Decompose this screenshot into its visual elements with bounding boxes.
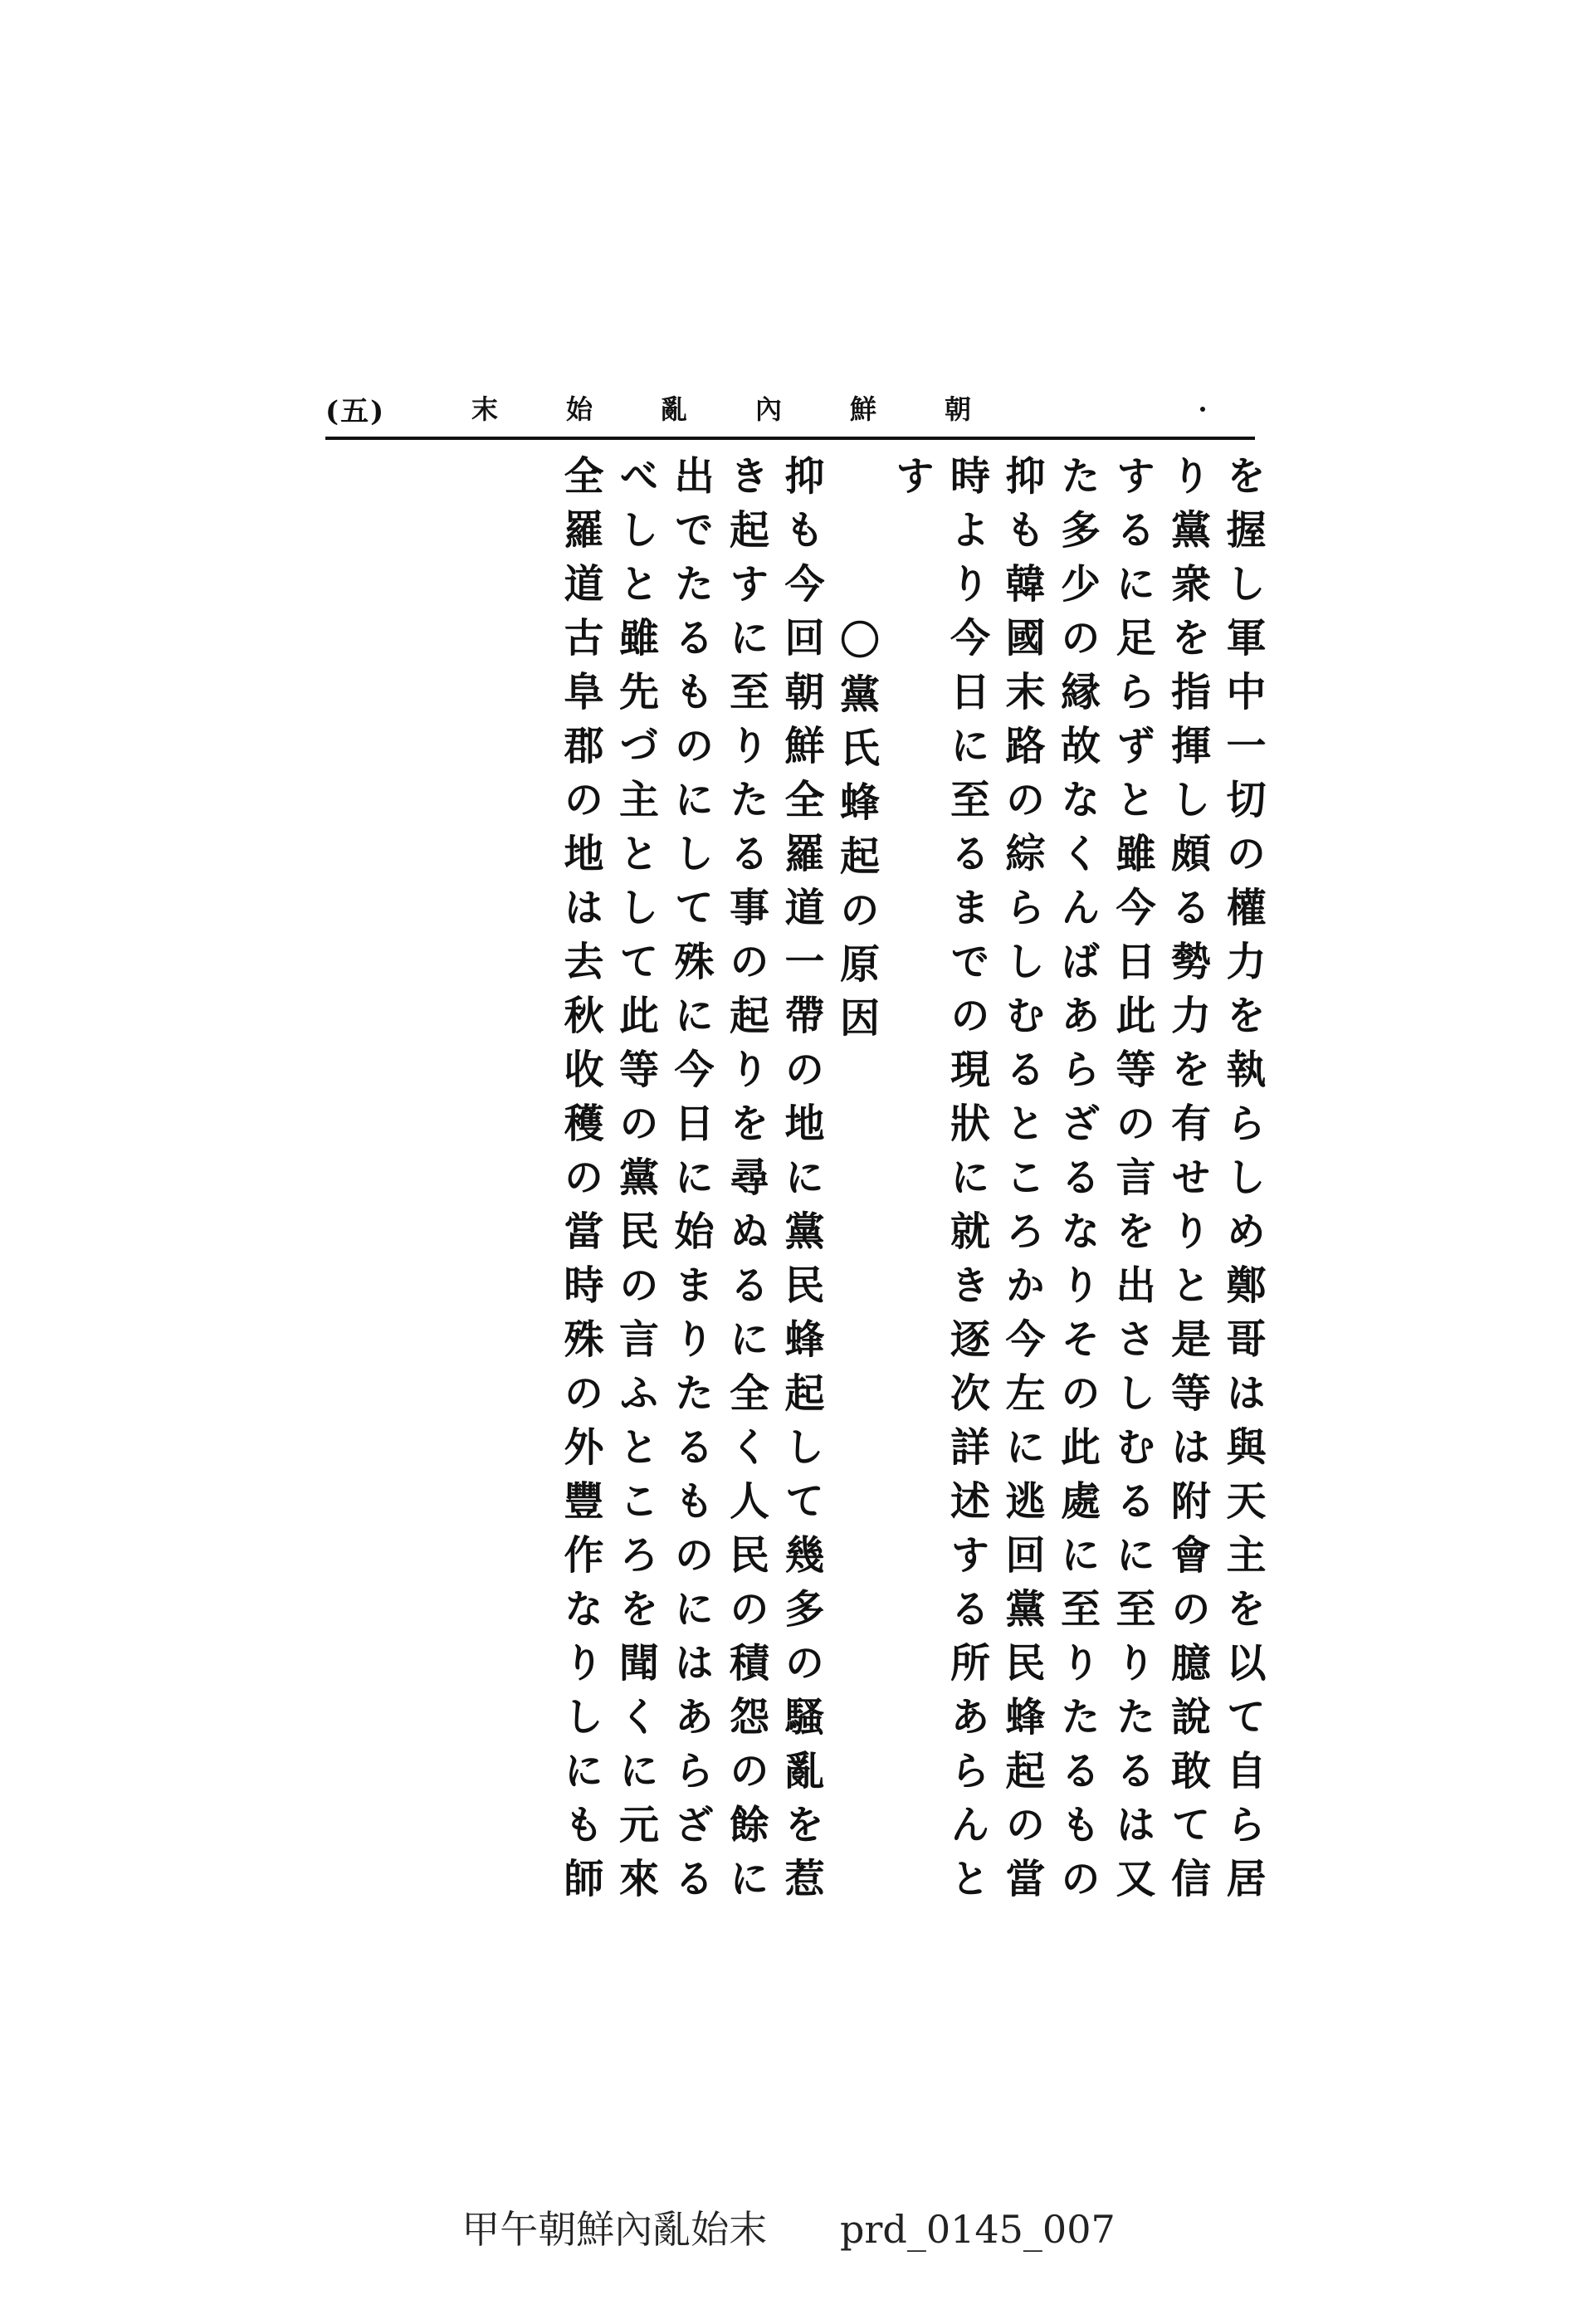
- footer-image-code: prd_0145_007: [839, 2207, 1116, 2252]
- body-text: [315, 455, 1270, 1957]
- text-column: り黨衆を指揮し頗る勢力を有せりと是等は附會の臆說敢て信: [1164, 455, 1211, 1911]
- running-header: [325, 388, 1255, 432]
- text-column: 出でたるものにして殊に今日に始まりたるものにはあらざる: [667, 455, 714, 1911]
- footer-caption: [0, 2200, 1577, 2254]
- text-column: するに足らずと雖今日此等の言を出さしむるに至りたるは又: [1109, 455, 1155, 1911]
- header-dot: [1200, 407, 1205, 412]
- text-column: た多少の縁故なくんばあらざるなりその此處に至りたるもの: [1053, 455, 1101, 1911]
- text-column: き起すに至りたる事の起りを尋ぬるに全く人民の積怨の餘に: [722, 455, 769, 1911]
- text-column: を握し軍中一切の權力を執らしめ鄭哥は與天主を以て自ら居: [1219, 455, 1266, 1911]
- running-title: 朝鮮內亂始末: [471, 393, 1039, 425]
- text-column: 抑も韓國末路の綜らしむるところか今左に逃回黨民蜂起の當: [998, 455, 1045, 1911]
- header-rule: [325, 437, 1255, 440]
- footer-book-title: 甲午朝鮮內亂始末: [461, 2207, 768, 2252]
- text-column: す: [888, 455, 935, 509]
- text-column: べしと雖先づ主として此等の黨民の言ふところを聞くに元來: [612, 455, 659, 1911]
- section-heading: 〇黨氏蜂起の原因: [832, 619, 880, 1051]
- text-column: 時より今日に至るまでの現狀に就き逐次詳述する所あらんと: [943, 455, 990, 1911]
- text-column: 全羅道古阜郡の地は去秋收穫の當時殊の外豐作なりしにも師: [557, 455, 603, 1911]
- text-column: 抑も今回朝鮮全羅道一帶の地に黨民蜂起して幾多の騷亂を惹: [778, 455, 824, 1911]
- page-number: (五): [325, 395, 386, 428]
